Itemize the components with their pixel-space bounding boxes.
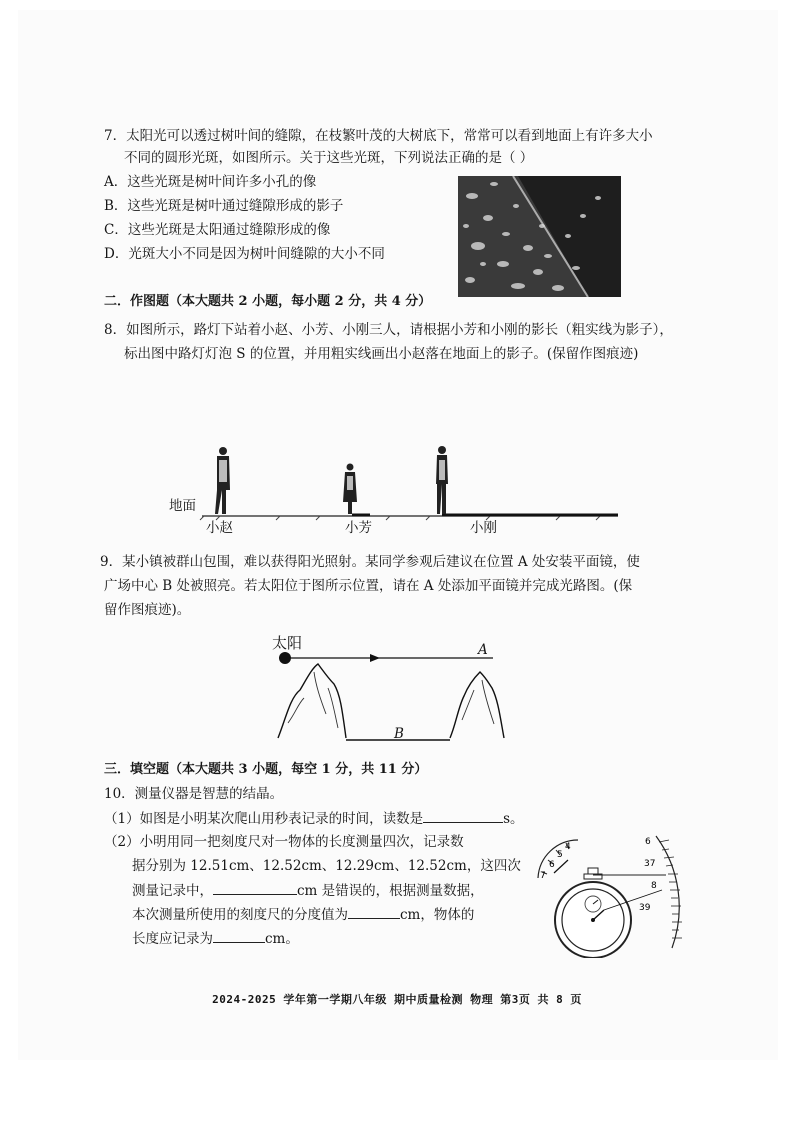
- sec-tick-39: 39: [639, 903, 651, 913]
- q10-part2-line5b: cm。: [265, 931, 299, 947]
- sec-tick-6: 6: [645, 837, 651, 847]
- person-xiaofang: [343, 464, 357, 515]
- light-spots-photo: [458, 176, 621, 297]
- ray-arrow: [370, 654, 380, 662]
- q7-option-c: C．这些光斑是太阳通过缝隙形成的像: [104, 222, 331, 238]
- min-tick-6: 6: [549, 860, 555, 870]
- answer-blank-time[interactable]: [423, 808, 503, 823]
- section2-heading: 二．作图题（本大题共 2 小题，每小题 2 分，共 4 分）: [104, 294, 432, 309]
- min-tick-5: 5: [557, 850, 563, 860]
- q10-part2-line4b: cm，物体的: [400, 907, 475, 923]
- q10-part2-line3b: cm 是错误的，根据测量数据，: [297, 883, 484, 899]
- q9-stem-line1: 9．某小镇被群山包围，难以获得阳光照射。某同学参观后建议在位置 A 处安装平面镜，使: [100, 554, 640, 570]
- q7-stem-line1: 7．太阳光可以透过树叶间的缝隙，在枝繁叶茂的大树底下，常常可以看到地面上有许多大小: [104, 128, 653, 144]
- q10-part1-unit: s。: [503, 811, 524, 827]
- label-b: B: [394, 726, 404, 742]
- answer-blank-wrong-value[interactable]: [213, 880, 297, 895]
- person-xiaogang: [436, 446, 448, 514]
- q10-part2-line3: [132, 880, 484, 901]
- ground-label: 地面: [169, 498, 196, 514]
- q10-part1-text: （1）如图是小明某次爬山用秒表记录的时间，读数是: [104, 811, 424, 827]
- q10-part1: [104, 808, 524, 829]
- q10-part2-line1: （2）小明用同一把刻度尺对一物体的长度测量四次，记录数: [104, 834, 464, 850]
- min-tick-4: 4: [565, 842, 571, 852]
- q8-stem-line1: 8．如图所示，路灯下站着小赵、小芳、小刚三人，请根据小芳和小刚的影长（粗实线为影子），: [104, 322, 673, 338]
- q7-option-d: D．光斑大小不同是因为树叶间缝隙的大小不同: [104, 246, 385, 262]
- q9-stem-line2: 广场中心 B 处被照亮。若太阳位于图所示位置，请在 A 处添加平面镜并完成光路图。(保: [104, 578, 633, 594]
- answer-blank-length[interactable]: [213, 928, 265, 943]
- page-footer: 2024-2025 学年第一学期八年级 期中质量检测 物理 第3页 共 8 页: [212, 993, 582, 1006]
- q10-part2-line4a: 本次测量所使用的刻度尺的分度值为: [132, 907, 348, 923]
- q10-part2-line4: [132, 904, 474, 925]
- answer-blank-division[interactable]: [348, 904, 400, 919]
- sun-label: 太阳: [272, 634, 303, 652]
- name-xiaofang: 小芳: [345, 520, 372, 536]
- min-tick-7: 7: [540, 871, 546, 881]
- label-a: A: [478, 642, 488, 658]
- section3-heading: 三．填空题（本大题共 3 小题，每空 1 分，共 11 分）: [104, 762, 428, 777]
- q7-stem-line2: 不同的圆形光斑，如图所示。关于这些光斑，下列说法正确的是（ ）: [124, 150, 534, 166]
- name-xiaozhao: 小赵: [206, 520, 233, 536]
- q10-intro: 10．测量仪器是智慧的结晶。: [104, 786, 284, 802]
- q7-option-a: A．这些光斑是树叶间许多小孔的像: [104, 174, 317, 190]
- sun-dot: [279, 652, 291, 664]
- q10-part2-line2: 据分别为 12.51cm、12.52cm、12.29cm、12.52cm，这四次: [132, 858, 521, 874]
- stopwatch-figure: [532, 828, 692, 958]
- left-mountain: [278, 664, 346, 738]
- q10-part2-line5: [132, 928, 299, 949]
- q9-stem-line3: 留作图痕迹)。: [104, 602, 191, 618]
- right-mountain: [450, 672, 504, 738]
- seconds-scale-arc: [656, 836, 679, 948]
- q8-stem-line2: 标出图中路灯灯泡 S 的位置，并用粗实线画出小赵落在地面上的影子。(保留作图痕迹): [124, 346, 639, 362]
- q10-part2-line3a: 测量记录中，: [132, 883, 213, 899]
- person-xiaozhao: [215, 447, 230, 514]
- q10-part2-line5a: 长度应记录为: [132, 931, 213, 947]
- sec-tick-8: 8: [651, 881, 657, 891]
- q7-option-b: B．这些光斑是树叶通过缝隙形成的影子: [104, 198, 344, 214]
- sec-tick-37: 37: [644, 859, 656, 869]
- name-xiaogang: 小刚: [470, 520, 497, 536]
- minute-needle: [554, 860, 568, 873]
